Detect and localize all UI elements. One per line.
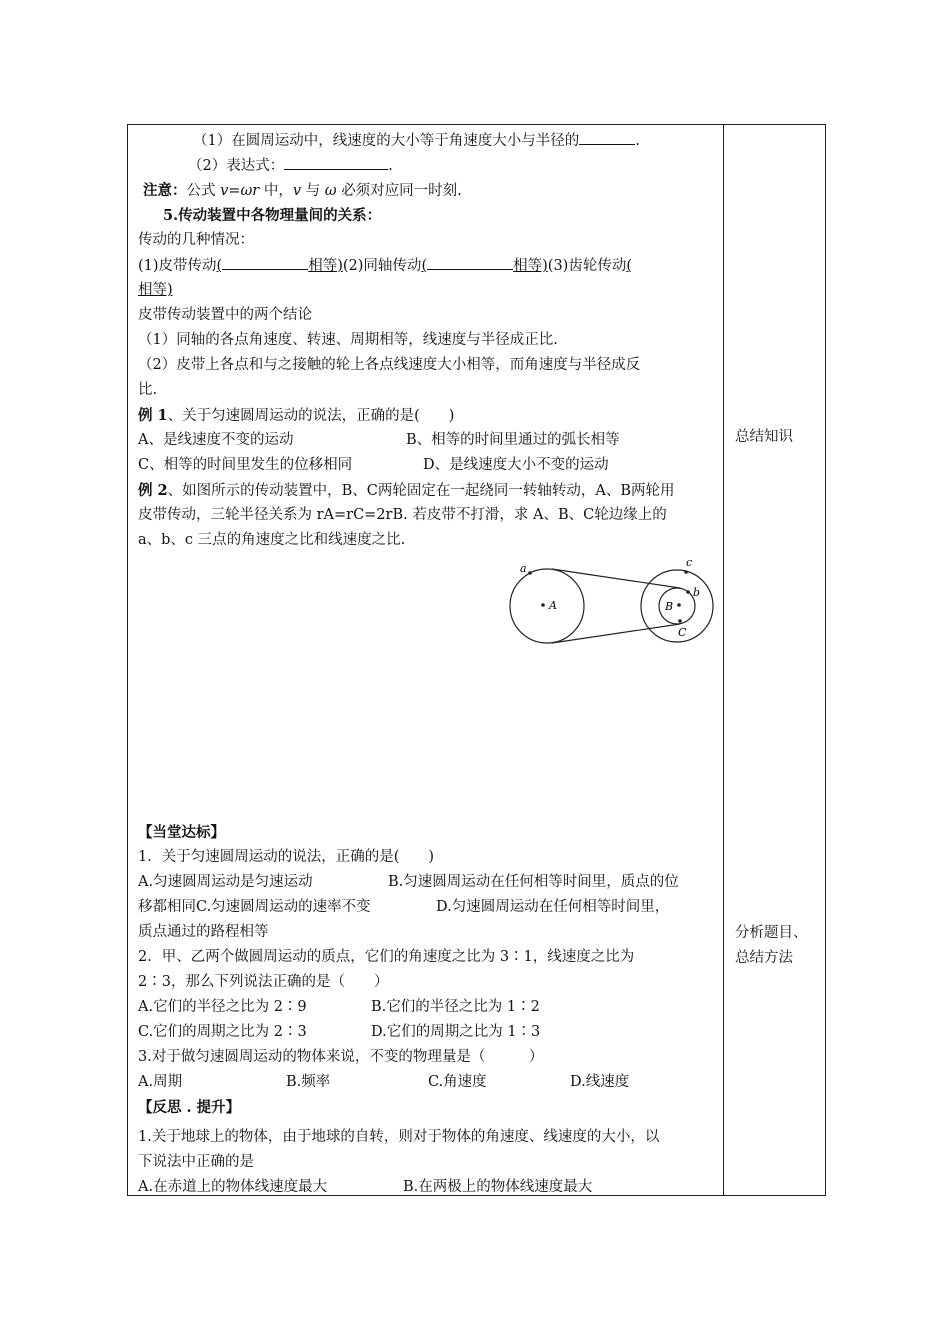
transmission-line — [138, 253, 632, 279]
text: 、关于匀速圆周运动的说法，正确的是( ) — [167, 408, 455, 424]
text: 与 — [301, 183, 325, 199]
belt-drive-diagram — [500, 554, 730, 654]
text-line: 皮带传动，三轮半径关系为 rA=rC=2rB. 若皮带不打滑，求 A、B、C轮边缘上的 — [138, 507, 667, 523]
point-c — [684, 570, 688, 574]
label-a: a — [520, 562, 527, 575]
point-b — [686, 590, 690, 594]
text-line: a、b、c 三点的角速度之比和线速度之比. — [138, 532, 406, 548]
text: 相等) — [513, 258, 548, 274]
example-1 — [138, 403, 454, 429]
reflection-question: 1.关于地球上的物体，由于地球的自转，则对于物体的角速度、线速度的大小，以 — [138, 1129, 660, 1145]
text: (3)齿轮传动 — [547, 258, 627, 274]
option: A.匀速圆周运动是匀速运动 — [138, 874, 313, 890]
wheel-A — [510, 569, 584, 643]
text-line: 下说法中正确的是 — [138, 1154, 254, 1170]
side-note-2-line-1: 分析题目、 — [735, 925, 808, 941]
option: A、是线速度不变的运动 — [138, 432, 294, 448]
option: C、相等的时间里发生的位移相同 — [138, 457, 353, 473]
section-heading: 5.传动装置中各物理量间的关系： — [163, 207, 382, 224]
option: B、相等的时间里通过的弧长相等 — [406, 432, 620, 448]
example-label: 例 1 — [138, 407, 168, 424]
line-2 — [188, 153, 393, 179]
fill-blank — [284, 153, 388, 170]
question-3: 3.对于做匀速圆周运动的物体来说，不变的物理量是（ ） — [138, 1049, 544, 1065]
option: B.匀速圆周运动在任何相等时间里，质点的位 — [388, 874, 679, 890]
option: B.它们的半径之比为 1∶2 — [371, 999, 540, 1015]
option: B.在两极上的物体线速度最大 — [403, 1179, 593, 1195]
text-line: 皮带传动装置中的两个结论 — [138, 307, 312, 323]
text: （1）在圆周运动中，线速度的大小等于角速度大小与半径的 — [193, 133, 580, 149]
option: D、是线速度大小不变的运动 — [423, 457, 609, 473]
text: (2)同轴传动 — [342, 258, 422, 274]
question-1-line-2 — [138, 895, 371, 920]
text-line: 传动的几种情况： — [138, 232, 254, 248]
text-line: （2）皮带上各点和与之接触的轮上各点线速度大小相等，而角速度与半径成反 — [138, 357, 641, 373]
text: （2）表达式： — [188, 158, 285, 174]
text: 中， — [259, 183, 293, 199]
side-note-2-line-2: 总结方法 — [735, 950, 793, 966]
option: A.它们的半径之比为 2∶9 — [138, 999, 307, 1015]
example-2 — [138, 478, 675, 504]
symbol: ω — [324, 183, 337, 199]
question-2: 2．甲、乙两个做圆周运动的质点，它们的角速度之比为 3∶1，线速度之比为 — [138, 949, 635, 965]
text: ( — [421, 258, 428, 274]
line-1 — [193, 128, 640, 154]
label-c: c — [686, 556, 693, 569]
option: D.线速度 — [570, 1074, 630, 1090]
text: 必须对应同一时刻. — [336, 183, 462, 199]
option: A.在赤道上的物体线速度最大 — [138, 1179, 328, 1195]
text-line: 质点通过的路程相等 — [138, 924, 269, 940]
label-b: b — [693, 586, 701, 599]
label-C: C — [678, 626, 687, 639]
text: . — [388, 158, 393, 174]
note-line — [143, 178, 462, 204]
fill-blank — [427, 253, 513, 270]
text-line: （1）同轴的各点角速度、转速、周期相等，线速度与半径成正比. — [138, 332, 558, 348]
text: 公式 — [186, 183, 221, 199]
symbol: v — [292, 183, 302, 199]
option: D.它们的周期之比为 1∶3 — [371, 1024, 541, 1040]
text-line: 比. — [138, 382, 158, 398]
side-note-1: 总结知识 — [735, 429, 793, 445]
point-C — [678, 619, 682, 623]
question-1: 1．关于匀速圆周运动的说法，正确的是( ) — [138, 849, 435, 865]
text-line: 相等) — [138, 282, 173, 298]
formula: v=ωr — [220, 183, 260, 199]
text: . — [635, 133, 640, 149]
option: C.它们的周期之比为 2∶3 — [138, 1024, 307, 1040]
wheel-C — [641, 570, 713, 642]
center-A — [541, 603, 545, 607]
text: 移都相同 — [138, 899, 196, 915]
section-heading: 【当堂达标】 — [138, 824, 225, 841]
column-divider — [723, 125, 724, 1195]
option: C.角速度 — [428, 1074, 487, 1090]
option: C.匀速圆周运动的速率不变 — [196, 899, 371, 915]
point-a — [528, 571, 532, 575]
fill-blank — [222, 253, 308, 270]
center-B — [677, 603, 681, 607]
example-label: 例 2 — [138, 482, 168, 499]
text: 、如图所示的传动装置中，B、C两轮固定在一起绕同一转轴转动，A、B两轮用 — [167, 483, 675, 499]
label-B: B — [665, 600, 674, 613]
text-line: 2∶3，那么下列说法正确的是（ ） — [138, 974, 389, 990]
text: 相等) — [308, 258, 343, 274]
worksheet-table — [127, 124, 826, 1196]
text: (1)皮带传动 — [138, 258, 217, 274]
text: ( — [216, 258, 223, 274]
option: B.频率 — [286, 1074, 331, 1090]
section-heading: 【反思 . 提升】 — [138, 1099, 241, 1116]
label-A: A — [549, 599, 557, 612]
option: A.周期 — [138, 1074, 183, 1090]
note-label: 注意： — [143, 182, 187, 199]
fill-blank — [579, 128, 635, 145]
option: D.匀速圆周运动在任何相等时间里， — [436, 899, 670, 915]
text: ( — [626, 258, 632, 274]
